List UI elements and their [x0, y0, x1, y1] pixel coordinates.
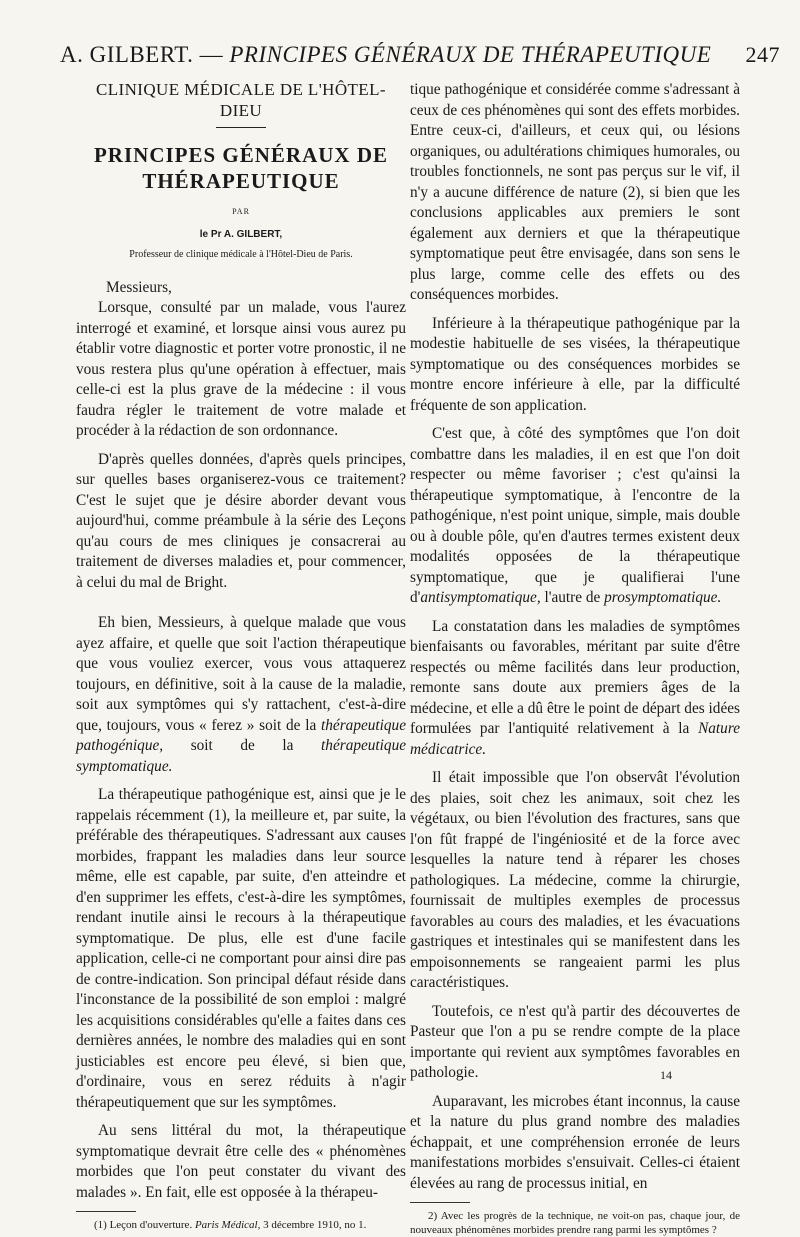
- left-column: [76, 80, 406, 1232]
- paragraph: La thérapeutique pathogénique est, ainsi que je le rappelais récemment (1), la meilleure et, par suite, la préférable des thérapeutiques. S'adressant aux causes morbides, frappant les maladies dans leur source même, elle est capable, par suite, d'en atteindre et d'en supprimer les effets, c'est-à-dire les symptômes, rendant inutile ainsi le recours à la thérapeutique symptomatique. De plus, elle est d'une facile application, celle-ci ne comportant pour ainsi dire pas de contre-indication. Son principal défaut réside dans l'inconstance de la possibilité de son emploi : malgré les acquisitions considérables qu'elle a faites dans ces dernières années, le nombre des maladies qui en sont justiciables est encore peu élevé, si bien que, d'ordinaire, vous en serez réduits à n'agir thérapeutiquement que sur les symptômes.: [76, 786, 406, 1111]
- page-number: 247: [745, 42, 780, 67]
- clinic-heading: CLINIQUE MÉDICALE DE L'HÔTEL-DIEU: [96, 80, 386, 120]
- paragraph: C'est que, à côté des symptômes que l'on doit combattre dans les maladies, il en est que l'on doit respecter ou même favoriser ; c'est qu'ainsi la thérapeutique symptomatique, à l'encontre de la pathogénique, n'est point unique, simple, mais double ou à double pôle, qu'en d'autres termes existent deux modalités opposées de la thérapeutique symptomatique, que je qualifierai l'une d'antisymptomatique, l'autre de prosymptomatique.: [410, 425, 740, 606]
- paragraph: D'après quelles données, d'après quels principes, sur quelles bases organiserez-vous ce traitement? C'est le sujet que je désire aborder devant vous aujourd'hui, comme préambule à la série des Leçons qu'au cours de mes cliniques je consacrerai au traitement de diverses maladies et, pour commencer, à celui du mal de Bright.: [76, 450, 406, 591]
- article-title-line1: PRINCIPES GÉNÉRAUX DE: [93, 143, 389, 167]
- paragraph: Il était impossible que l'on observât l'évolution des plaies, soit chez les animaux, soit chez les végétaux, ou bien l'évolution des fractures, sans que l'on fût frappé de l'ingéniosité et de la force avec lesquelles la nature tend à réparer les choses pathologiques. La médecine, comme la chirurgie, fournissait de multiples exemples de processus favorables au cours des maladies, et les évacuations gastriques et intestinales qui se manifestent dans les empoisonnements se rangeaient parmi les plus caractéristiques.: [410, 769, 740, 991]
- signature-mark: 14: [660, 1068, 672, 1082]
- paragraph: Lorsque, consulté par un malade, vous l'aurez interrogé et examiné, et lorsque ainsi vous aurez pu établir votre diagnostic et porter votre pronostic, il ne vous restera plus qu'une opération à effectuer, mais celle-ci est la plus grave de la médecine : il vous faudra régler le traitement de votre malade et procéder à la rédaction de son ordonnance.: [76, 299, 406, 439]
- running-head: [60, 42, 780, 68]
- article-title-line2: THÉRAPEUTIQUE: [142, 169, 340, 193]
- paragraph: tique pathogénique et considérée comme s'adressant à ceux de ces phénomènes qui sont des effets morbides. Entre ceux-ci, d'ailleurs, et ceux qui, ou lésions organiques, ou adultérations chimiques humorales, ou troubles fonctionnels, ne sont pas perçus sur le vif, il n'y a aucune différence de nature (2), si bien que les conclusions applicables aux premiers le sont également aux derniers et que la thérapeutique symptomatique peut être envisagée, dans son sens le plus large, comme celle des effets ou des conséquences morbides.: [410, 81, 740, 303]
- footnote: (1) Leçon d'ouverture. Paris Médical, 3 décembre 1910, no 1.: [94, 1219, 367, 1231]
- paragraph: Auparavant, les microbes étant inconnus, la cause et la nature du plus grand nombre des maladies échappait, et une compréhension erronée de leurs manifestations morbides s'ensuivait. Celles-ci étaient élevées au rang de processus initial, en: [410, 1092, 740, 1192]
- author-affiliation: Professeur de clinique médicale à l'Hôtel-Dieu de Paris.: [129, 249, 353, 260]
- footnote: 2) Avec les progrès de la technique, ne voit-on pas, chaque jour, de nouveaux phénomènes morbides prendre rang parmi les symptômes ?: [410, 1210, 740, 1236]
- paragraph: La constatation dans les maladies de symptômes bienfaisants ou favorables, méritant par suite d'être respectés ou même facilités dans leur production, remonte sans doute aux premiers âges de la médecine, et elle a dû être le point de départ des idées formulées par l'antiquité relativement à la Nature médicatrice.: [410, 617, 741, 758]
- author-byline: le Pr A. GILBERT,: [199, 228, 283, 240]
- paragraph: Toutefois, ce n'est qu'à partir des découvertes de Pasteur que l'on a pu se rendre compte de la place importante qui revient aux symptômes favorables en pathologie.: [410, 1002, 740, 1081]
- article-title: [76, 142, 406, 194]
- paragraph: Eh bien, Messieurs, à quelque malade que vous ayez affaire, et quelle que soit l'action thérapeutique que vous vouliez exercer, vous vous attaquerez toujours, en définitive, soit à la cause de la maladie, soit aux symptômes qui s'y rattachent, c'est-à-dire que, toujours, vous « ferez » soit de la thérapeutique pathogénique, soit de la thérapeutique symptomatique.: [76, 614, 407, 775]
- right-column: [410, 80, 740, 1237]
- paragraph: Inférieure à la thérapeutique pathogénique par la modestie habituelle de ses visées, la thérapeutique symptomatique ou des conséquences morbides se montre encore inférieure à elle, par la difficulté fréquente de son application.: [410, 314, 740, 414]
- running-head-author: A. GILBERT. —: [60, 42, 224, 67]
- par-label: PAR: [232, 207, 250, 216]
- paragraph: Au sens littéral du mot, la thérapeutique symptomatique devrait être celle des « phénomènes morbides que l'on peut constater du vivant des malades ». En fait, elle est opposée à la thérapeu-: [76, 1122, 406, 1201]
- footnote-rule: [76, 1211, 136, 1212]
- title-rule: [216, 127, 266, 128]
- salutation: Messieurs,: [106, 278, 172, 296]
- running-head-title: PRINCIPES GÉNÉRAUX DE THÉRAPEUTIQUE: [229, 42, 712, 67]
- footnote-rule: [410, 1202, 470, 1203]
